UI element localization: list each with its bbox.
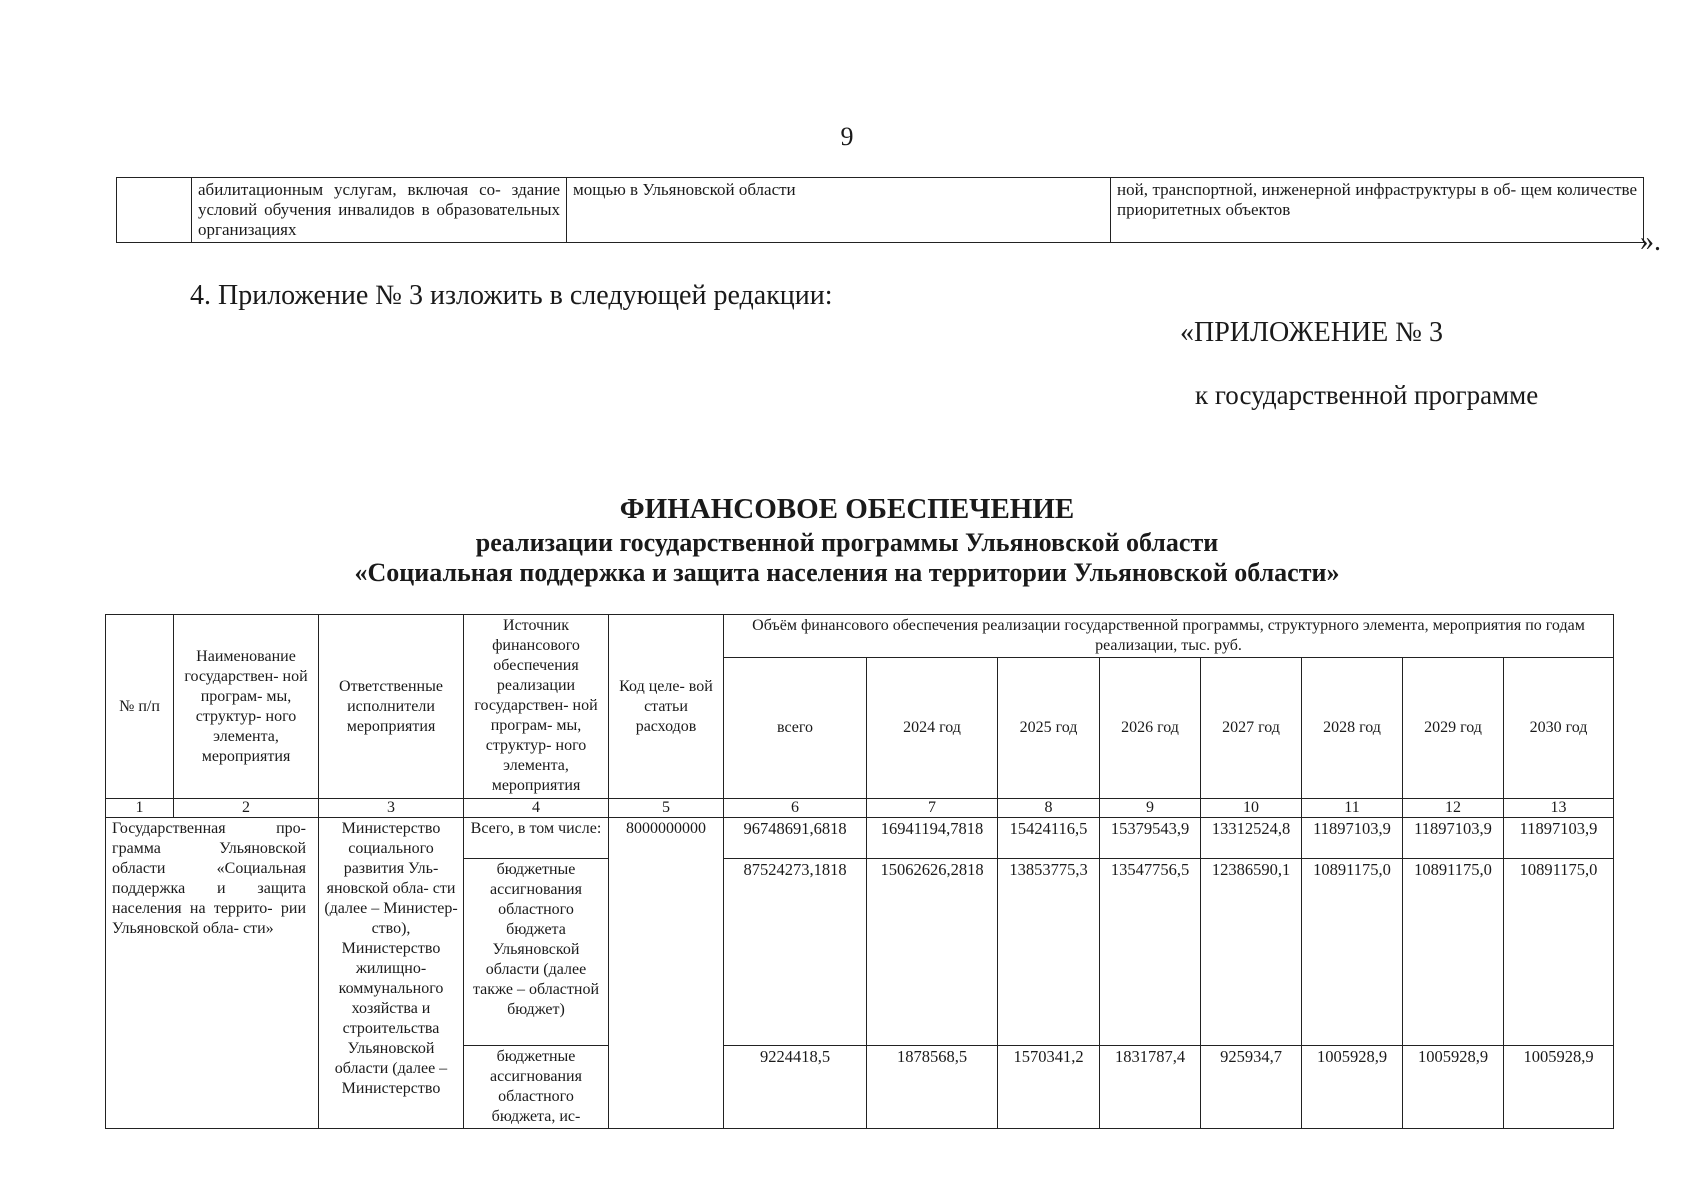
header-2028: 2028 год xyxy=(1302,658,1403,799)
header-num: № п/п xyxy=(106,615,174,799)
value-cell: 1005928,9 xyxy=(1504,1046,1614,1129)
header-code: Код целе- вой статьи расходов xyxy=(609,615,724,799)
heading-line-3: «Социальная поддержка и защита населения на территории Ульяновской области» xyxy=(354,558,1340,587)
value-cell: 1005928,9 xyxy=(1403,1046,1504,1129)
value-cell: 1831787,4 xyxy=(1100,1046,1201,1129)
table-cell xyxy=(117,178,192,243)
column-number: 12 xyxy=(1403,799,1504,818)
header-2030: 2030 год xyxy=(1504,658,1614,799)
value-cell: 15062626,2818 xyxy=(867,859,998,1046)
financing-table xyxy=(105,614,1614,1129)
value-cell: 10891175,0 xyxy=(1302,859,1403,1046)
column-number-row xyxy=(106,799,1614,818)
value-cell: 15379543,9 xyxy=(1100,818,1201,859)
source-cell: Всего, в том числе: xyxy=(464,818,609,859)
column-number: 9 xyxy=(1100,799,1201,818)
appendix-title: «ПРИЛОЖЕНИЕ № 3 xyxy=(1180,317,1443,348)
table-cell: ной, транспортной, инженерной инфраструктуры в об- щем количестве приоритетных объектов xyxy=(1111,178,1644,243)
value-cell: 11897103,9 xyxy=(1504,818,1614,859)
column-number: 6 xyxy=(724,799,867,818)
header-volume: Объём финансового обеспечения реализации государственной программы, структурного элемента, мероприятия по годам реализации, тыс. руб. xyxy=(724,615,1614,658)
header-name: Наименование государствен- ной програм- мы, структур- ного элемента, мероприятия xyxy=(174,615,319,799)
table-row xyxy=(117,178,1644,243)
heading-line-1: ФИНАНСОВОЕ ОБЕСПЕЧЕНИЕ xyxy=(619,493,1075,525)
value-cell: 13312524,8 xyxy=(1201,818,1302,859)
header-2025: 2025 год xyxy=(998,658,1100,799)
header-2027: 2027 год xyxy=(1201,658,1302,799)
value-cell: 10891175,0 xyxy=(1403,859,1504,1046)
header-2029: 2029 год xyxy=(1403,658,1504,799)
value-cell: 9224418,5 xyxy=(724,1046,867,1129)
column-number: 11 xyxy=(1302,799,1403,818)
value-cell: 96748691,6818 xyxy=(724,818,867,859)
source-cell: бюджетные ассигнования областного бюджета, ис- xyxy=(464,1046,609,1129)
value-cell: 925934,7 xyxy=(1201,1046,1302,1129)
value-cell: 1005928,9 xyxy=(1302,1046,1403,1129)
column-number: 1 xyxy=(106,799,174,818)
closing-quote: ». xyxy=(1640,226,1661,257)
value-cell: 1570341,2 xyxy=(998,1046,1100,1129)
item-4-text: 4. Приложение № 3 изложить в следующей редакции: xyxy=(190,280,833,311)
table-cell: абилитационным услугам, включая со- здание условий обучения инвалидов в образовательных организациях xyxy=(192,178,567,243)
program-executors: Министерство социального развития Уль- яновской обла- сти (далее – Министер- ство), Министерство жилищно- коммунального хозяйства и строительства Ульяновской области (далее – Министерство xyxy=(319,818,464,1129)
header-2024: 2024 год xyxy=(867,658,998,799)
header-source: Источник финансового обеспечения реализации государствен- ной програм- мы, структур- ного элемента, мероприятия xyxy=(464,615,609,799)
value-cell: 12386590,1 xyxy=(1201,859,1302,1046)
column-number: 3 xyxy=(319,799,464,818)
appendix-subtitle: к государственной программе xyxy=(1195,380,1539,410)
column-number: 7 xyxy=(867,799,998,818)
table-row xyxy=(106,818,1614,859)
column-number: 4 xyxy=(464,799,609,818)
value-cell: 11897103,9 xyxy=(1302,818,1403,859)
continuation-table xyxy=(116,177,1644,243)
header-row xyxy=(106,615,1614,658)
program-name: Государственная про- грамма Ульяновской области «Социальная поддержка и защита населения на террито- рии Ульяновской обла- сти» xyxy=(106,818,319,1129)
value-cell: 13547756,5 xyxy=(1100,859,1201,1046)
source-cell: бюджетные ассигнования областного бюджета Ульяновской области (далее также – областной бюджет) xyxy=(464,859,609,1046)
column-number: 8 xyxy=(998,799,1100,818)
heading-line-2: реализации государственной программы Ульяновской области xyxy=(475,528,1219,557)
table-cell: мощью в Ульяновской области xyxy=(567,178,1111,243)
program-code: 8000000000 xyxy=(609,818,724,1129)
value-cell: 11897103,9 xyxy=(1403,818,1504,859)
column-number: 13 xyxy=(1504,799,1614,818)
value-cell: 13853775,3 xyxy=(998,859,1100,1046)
value-cell: 16941194,7818 xyxy=(867,818,998,859)
page-number: 9 xyxy=(840,122,854,151)
header-total: всего xyxy=(724,658,867,799)
value-cell: 15424116,5 xyxy=(998,818,1100,859)
column-number: 2 xyxy=(174,799,319,818)
header-executors: Ответственные исполнители мероприятия xyxy=(319,615,464,799)
value-cell: 1878568,5 xyxy=(867,1046,998,1129)
column-number: 5 xyxy=(609,799,724,818)
header-2026: 2026 год xyxy=(1100,658,1201,799)
value-cell: 87524273,1818 xyxy=(724,859,867,1046)
column-number: 10 xyxy=(1201,799,1302,818)
value-cell: 10891175,0 xyxy=(1504,859,1614,1046)
